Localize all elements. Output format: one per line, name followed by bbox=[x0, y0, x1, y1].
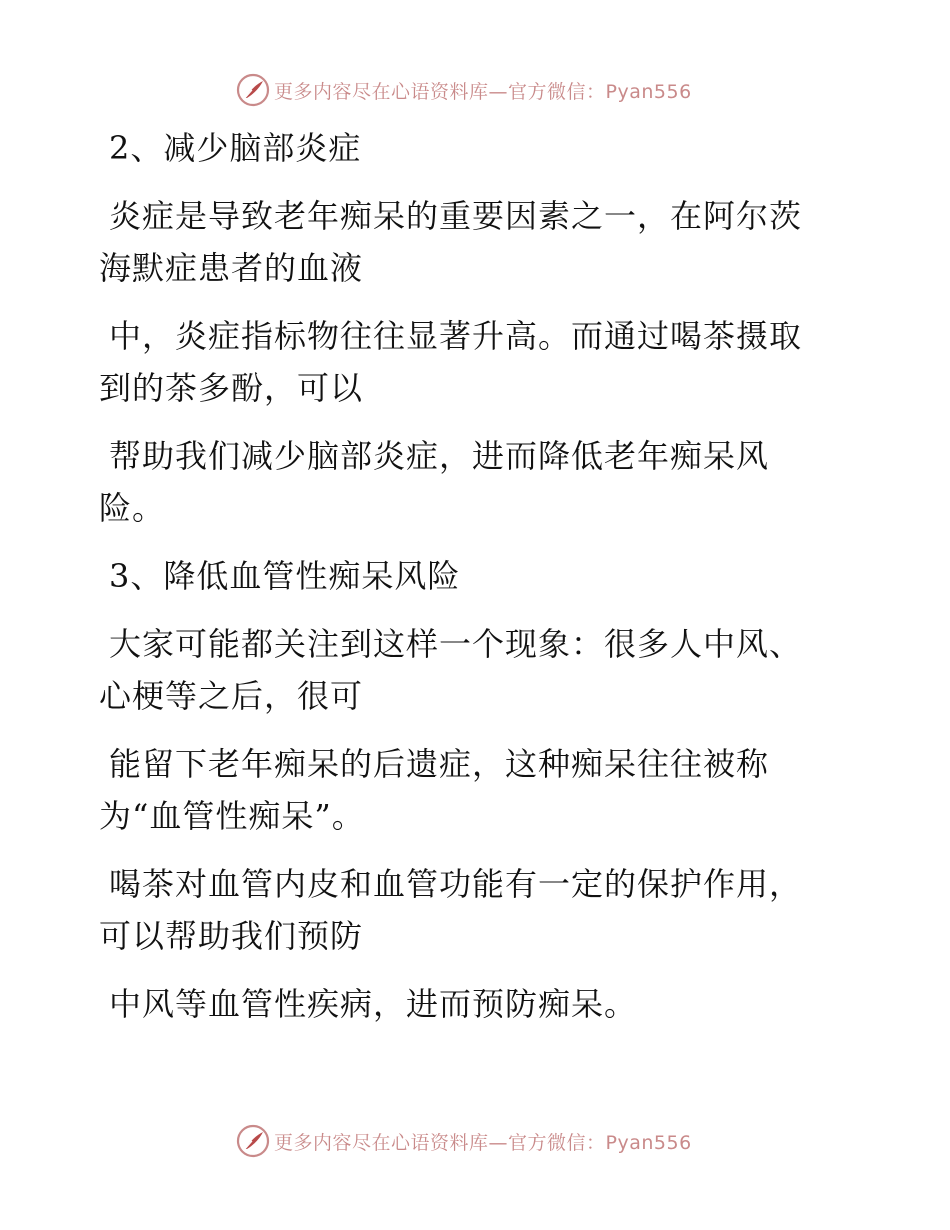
header-watermark bbox=[236, 72, 692, 108]
feather-pen-icon bbox=[236, 1124, 270, 1158]
paragraph-line: 大家可能都关注到这样一个现象：很多人中风、 bbox=[109, 625, 803, 663]
paragraph bbox=[99, 978, 839, 1030]
paragraph bbox=[99, 190, 839, 294]
paragraph bbox=[99, 310, 839, 414]
paragraph-line: 海默症患者的血液 bbox=[99, 249, 364, 287]
paragraph-line: 心梗等之后，很可 bbox=[99, 677, 364, 715]
paragraph-line: 炎症是导致老年痴呆的重要因素之一，在阿尔茨 bbox=[109, 197, 803, 235]
paragraph-line: 能留下老年痴呆的后遗症，这种痴呆往往被称 bbox=[109, 745, 770, 783]
paragraph bbox=[99, 430, 839, 534]
section-heading-3: 3、降低血管性痴呆风险 bbox=[109, 557, 461, 595]
paragraph-line: 中，炎症指标物往往显著升高。而通过喝茶摄取 bbox=[109, 317, 803, 355]
paragraph-line: 可以帮助我们预防 bbox=[99, 917, 364, 955]
paragraph-line: 险。 bbox=[99, 489, 166, 527]
watermark-text: 更多内容尽在心语资料库—官方微信：Pyan556 bbox=[274, 1131, 692, 1154]
paragraph-line: 帮助我们减少脑部炎症，进而降低老年痴呆风 bbox=[109, 437, 770, 475]
paragraph-line: 中风等血管性疾病，进而预防痴呆。 bbox=[109, 985, 638, 1023]
paragraph bbox=[99, 858, 839, 962]
paragraph-line: 为“血管性痴呆”。 bbox=[99, 797, 365, 835]
paragraph bbox=[99, 738, 839, 842]
watermark-text: 更多内容尽在心语资料库—官方微信：Pyan556 bbox=[274, 80, 692, 103]
paragraph bbox=[99, 618, 839, 722]
feather-pen-icon bbox=[236, 73, 270, 107]
footer-watermark bbox=[236, 1123, 692, 1159]
document-body bbox=[99, 122, 839, 1046]
paragraph-line: 喝茶对血管内皮和血管功能有一定的保护作用， bbox=[109, 865, 803, 903]
paragraph-line: 到的茶多酚，可以 bbox=[99, 369, 364, 407]
section-heading-2: 2、减少脑部炎症 bbox=[109, 129, 362, 167]
